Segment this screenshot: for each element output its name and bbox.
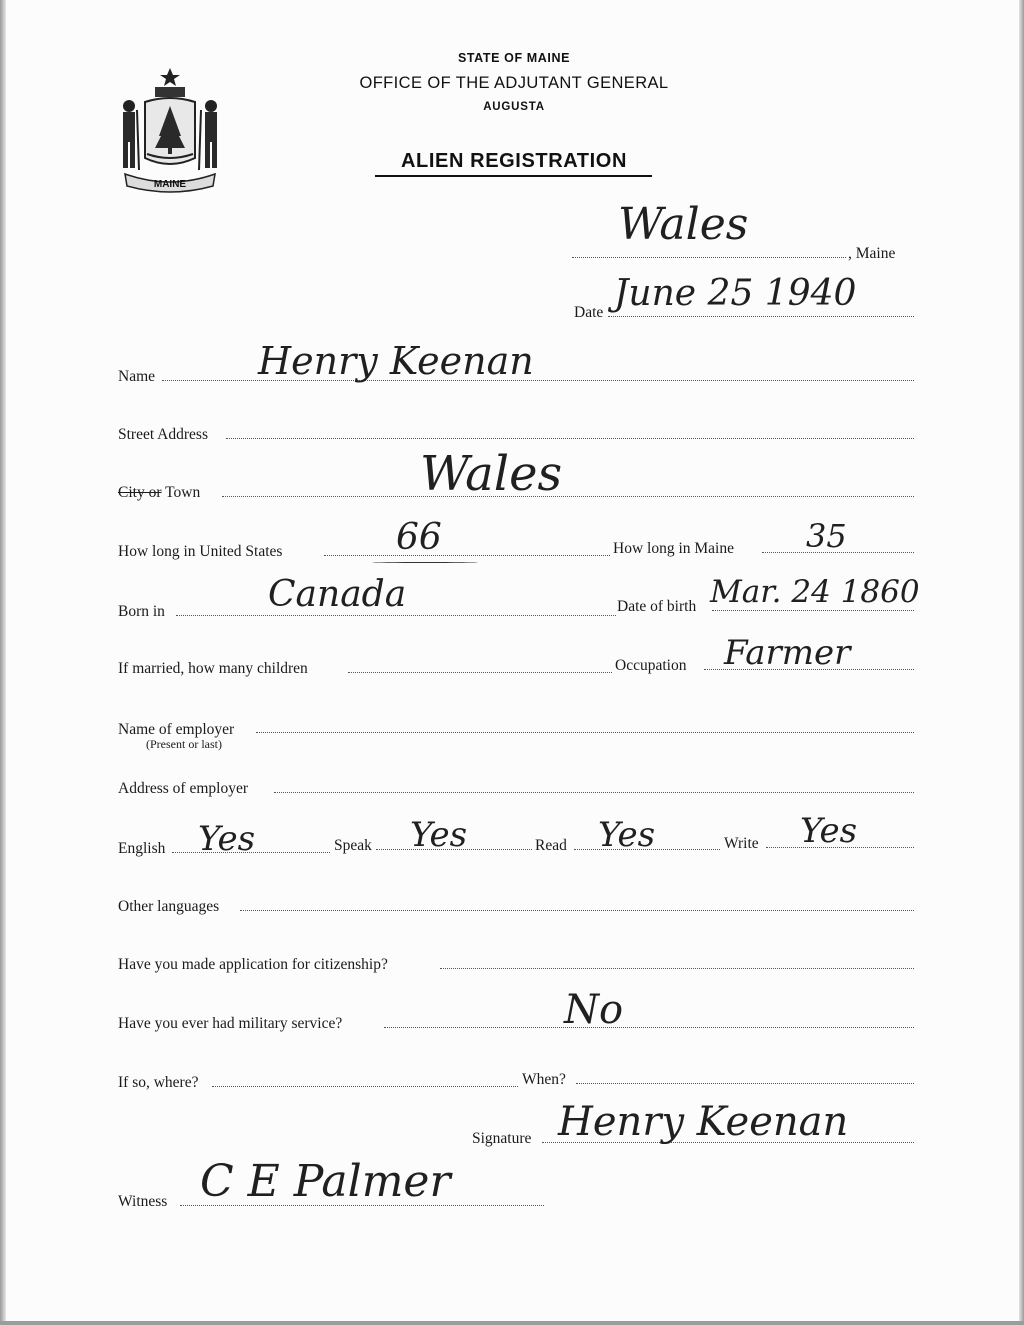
military-line <box>384 1027 914 1028</box>
date-value[interactable]: June 25 1940 <box>614 273 857 314</box>
write-value[interactable]: Yes <box>800 811 858 851</box>
scan-edge-bottom <box>0 1321 1024 1325</box>
employer-address-label: Address of employer <box>118 780 248 797</box>
town-value[interactable]: Wales <box>420 446 563 502</box>
header-city: AUGUSTA <box>483 101 545 113</box>
when-label: When? <box>522 1071 566 1088</box>
date-label: Date <box>574 304 604 321</box>
town-label-text: Town <box>165 484 201 501</box>
name-value[interactable]: Henry Keenan <box>258 339 534 383</box>
how-long-us-underline <box>372 562 478 563</box>
city-struck-label: City or <box>118 484 162 501</box>
read-value[interactable]: Yes <box>598 815 656 855</box>
date-of-birth-line <box>712 610 914 611</box>
signature-value[interactable]: Henry Keenan <box>558 1099 849 1145</box>
scan-edge-right <box>1019 0 1024 1325</box>
citizenship-line <box>440 968 914 969</box>
children-line <box>348 672 612 673</box>
employer-name-line <box>256 732 914 733</box>
other-languages-label: Other languages <box>118 898 220 915</box>
location-line <box>572 257 846 258</box>
military-value[interactable]: No <box>564 987 624 1033</box>
seal-banner-text: MAINE <box>153 179 187 190</box>
how-long-maine-label: How long in Maine <box>613 540 734 557</box>
english-value[interactable]: Yes <box>198 819 256 859</box>
header-office: OFFICE OF THE ADJUTANT GENERAL <box>359 74 669 92</box>
born-in-label: Born in <box>118 603 165 620</box>
witness-value[interactable]: C E Palmer <box>200 1156 451 1207</box>
born-in-value[interactable]: Canada <box>268 574 407 615</box>
citizenship-label: Have you made application for citizenship? <box>118 956 388 973</box>
form-title: ALIEN REGISTRATION <box>401 150 627 172</box>
occupation-label: Occupation <box>615 657 687 674</box>
name-label: Name <box>118 368 156 385</box>
born-in-line <box>176 615 616 616</box>
signature-label: Signature <box>472 1130 532 1147</box>
employer-address-line <box>274 792 914 793</box>
town-label <box>118 484 200 502</box>
other-languages-line <box>240 910 914 911</box>
employer-name-label: Name of employer <box>118 721 235 738</box>
scan-edge-left <box>0 0 6 1325</box>
speak-label: Speak <box>334 837 372 854</box>
location-suffix: , Maine <box>848 245 896 262</box>
read-label: Read <box>535 837 567 854</box>
date-of-birth-label: Date of birth <box>617 598 697 615</box>
street-address-label: Street Address <box>118 426 208 443</box>
how-long-us-line <box>324 555 610 556</box>
children-label: If married, how many children <box>118 660 308 677</box>
how-long-us-value[interactable]: 66 <box>396 517 442 558</box>
occupation-value[interactable]: Farmer <box>724 633 851 673</box>
location-value[interactable]: Wales <box>618 199 749 250</box>
where-line <box>212 1086 518 1087</box>
english-label: English <box>118 840 166 857</box>
title-underline <box>375 175 652 177</box>
witness-label: Witness <box>118 1193 168 1210</box>
where-label: If so, where? <box>118 1074 199 1091</box>
date-of-birth-value[interactable]: Mar. 24 1860 <box>710 574 920 610</box>
when-line <box>576 1083 914 1084</box>
date-line <box>608 316 914 317</box>
header-state: STATE OF MAINE <box>457 51 571 65</box>
speak-value[interactable]: Yes <box>410 815 468 855</box>
town-line <box>222 496 914 497</box>
write-label: Write <box>724 835 759 852</box>
military-label: Have you ever had military service? <box>118 1015 343 1032</box>
how-long-us-label: How long in United States <box>118 543 283 560</box>
how-long-maine-value[interactable]: 35 <box>806 517 847 555</box>
state-seal-icon <box>117 66 223 194</box>
street-address-line <box>226 438 914 439</box>
employer-name-sublabel: (Present or last) <box>146 737 222 751</box>
